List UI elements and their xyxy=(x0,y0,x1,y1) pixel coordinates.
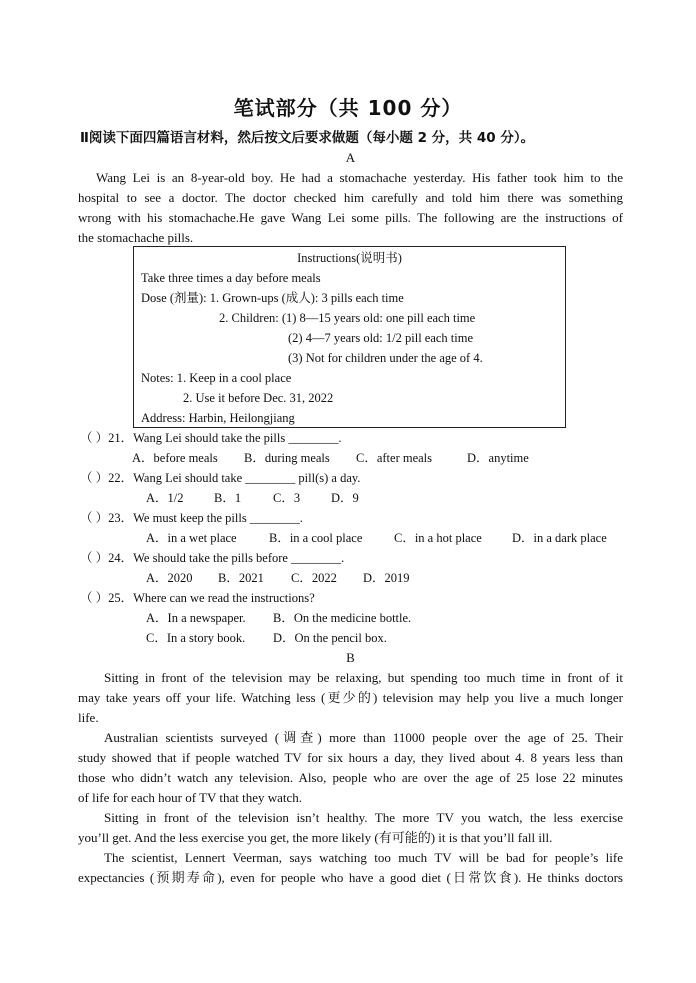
option-a: A．in a wet place xyxy=(146,531,237,545)
option-b: B．in a cool place xyxy=(269,531,363,545)
passage-b-line: of life for each hour of TV that they watch. xyxy=(78,790,303,805)
passage-b-label: B xyxy=(346,650,355,665)
option-c: C．after meals xyxy=(356,451,433,465)
option-d: D．9 xyxy=(331,491,359,505)
option-a: A．In a newspaper. xyxy=(146,611,246,625)
option-b: B．1 xyxy=(214,491,242,505)
passage-b-line: Sitting in front of the television may be relaxing, but spending too much time in front of it xyxy=(104,670,623,685)
instructions-line: (3) Not for children under the age of 4. xyxy=(288,351,483,365)
option-d: D．On the pencil box. xyxy=(273,631,387,645)
question-25: （ ）25．Where can we read the instructions? xyxy=(80,591,315,605)
option-a: A．2020 xyxy=(146,571,193,585)
question-21: （ ）21．Wang Lei should take the pills ________. xyxy=(80,431,342,445)
option-d: D．2019 xyxy=(363,571,410,585)
option-a: A．before meals xyxy=(132,451,218,465)
instructions-line: Notes: 1. Keep in a cool place xyxy=(141,371,292,385)
option-c: C．2022 xyxy=(291,571,337,585)
passage-a-line: hospital to see a doctor. The doctor checked him carefully and told him there was something xyxy=(78,190,623,205)
instructions-box xyxy=(133,246,566,428)
passage-b-line: Sitting in front of the television isn’t healthy. The more TV you watch, the less exercise xyxy=(104,810,623,825)
passage-b-line: Australian scientists surveyed (调查) more than 11000 people over the age of 25. Their xyxy=(104,730,623,745)
passage-b-line: those who didn’t watch any television. Also, people who are over the age of 25 lose 22 minutes xyxy=(78,770,623,785)
passage-b-line: The scientist, Lennert Veerman, says watching too much TV will be bad for people’s life xyxy=(104,850,623,865)
question-24: （ ）24．We should take the pills before ________. xyxy=(80,551,345,565)
passage-b-line: may take years off your life. Watching less (更少的) television may help you live a much longer xyxy=(78,690,623,705)
passage-b-line: expectancies (预期寿命), even for people who have a good diet (日常饮食). He thinks doctors xyxy=(78,870,623,885)
question-22: （ ）22．Wang Lei should take ________ pill(s) a day. xyxy=(80,471,361,485)
passage-a-line: Wang Lei is an 8-year-old boy. He had a stomachache yesterday. His father took him to the xyxy=(96,170,623,185)
instructions-line: 2. Children: (1) 8—15 years old: one pill each time xyxy=(219,311,476,325)
option-c: C．3 xyxy=(273,491,301,505)
page-title: 笔试部分（共 100 分） xyxy=(233,96,463,120)
question-23: （ ）23．We must keep the pills ________. xyxy=(80,511,303,525)
option-c: C．in a hot place xyxy=(394,531,482,545)
option-d: D．in a dark place xyxy=(512,531,607,545)
instructions-line: Dose (剂量): 1. Grown-ups (成人): 3 pills each time xyxy=(141,291,404,305)
instructions-line: Address: Harbin, Heilongjiang xyxy=(141,411,295,425)
instructions-line: Take three times a day before meals xyxy=(141,271,321,285)
option-b: B．during meals xyxy=(244,451,330,465)
option-a: A．1/2 xyxy=(146,491,184,505)
passage-b-line: study showed that if people watched TV for six hours a day, they lived about 4. 8 years less than xyxy=(78,750,623,765)
section-heading: Ⅱ阅读下面四篇语言材料，然后按文后要求做题（每小题 2 分，共 40 分）。 xyxy=(80,130,535,146)
instructions-heading: Instructions(说明书) xyxy=(297,251,402,265)
passage-a-line: wrong with his stomachache.He gave Wang Lei some pills. The following are the instructions of xyxy=(78,210,623,225)
option-c: C．In a story book. xyxy=(146,631,246,645)
instructions-line: (2) 4—7 years old: 1/2 pill each time xyxy=(288,331,474,345)
option-b: B．2021 xyxy=(218,571,264,585)
instructions-line: 2. Use it before Dec. 31, 2022 xyxy=(183,391,334,405)
passage-a-line: the stomachache pills. xyxy=(78,230,194,245)
option-b: B．On the medicine bottle. xyxy=(273,611,412,625)
passage-b-line: life. xyxy=(78,710,99,725)
passage-a-label: A xyxy=(345,150,356,165)
option-d: D．anytime xyxy=(467,451,529,465)
passage-b-line: you’ll get. And the less exercise you get, the more likely (有可能的) it is that you’ll fall ill. xyxy=(78,830,553,845)
